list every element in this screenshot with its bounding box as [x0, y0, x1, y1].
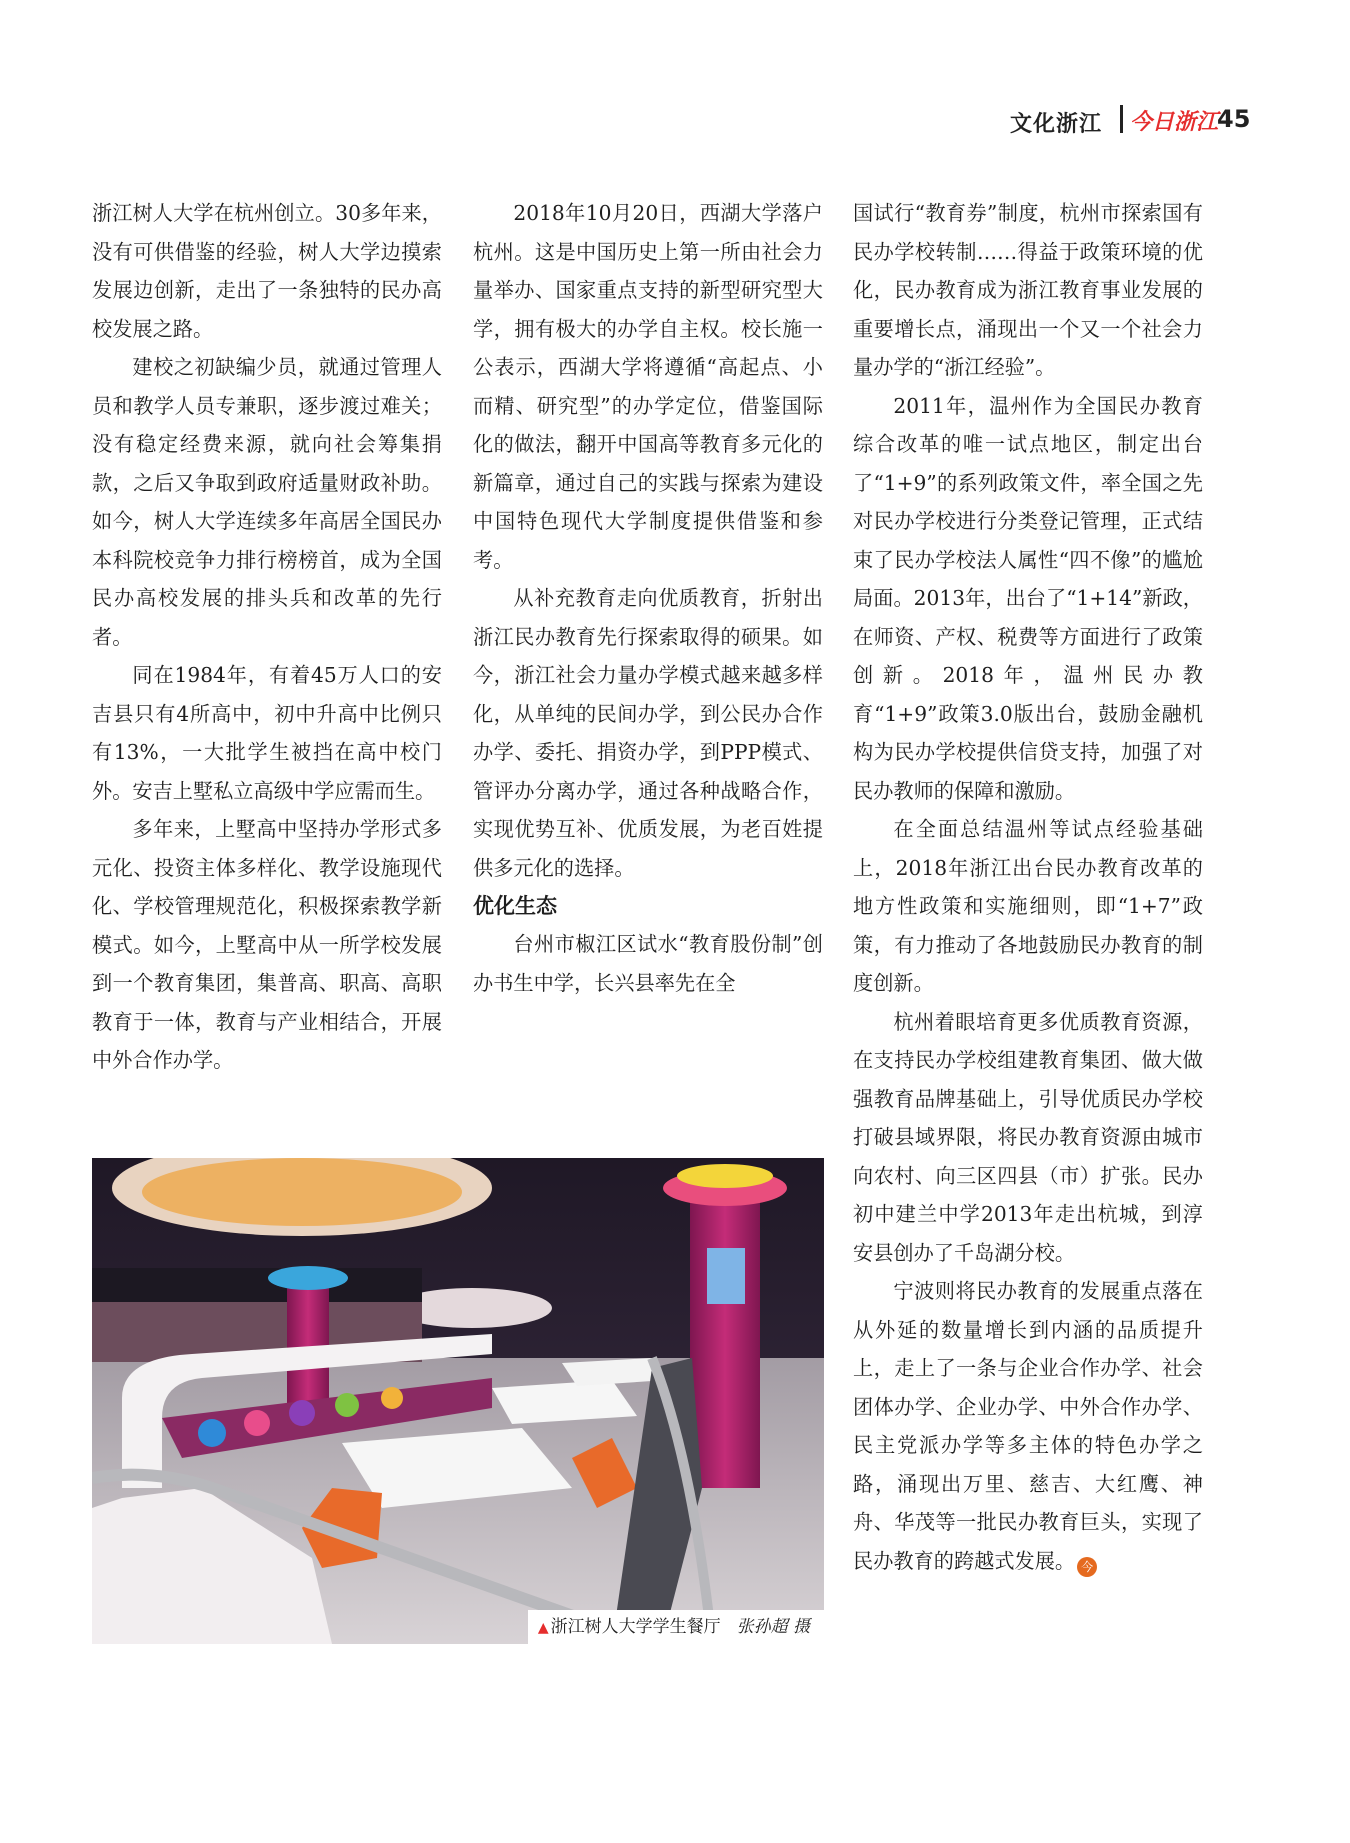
paragraph: 杭州着眼培育更多优质教育资源，在支持民办学校组建教育集团、做大做强教育品牌基础上，引导优质民办学校打破县域界限，将民办教育资源由城市向农村、向三区四县（市）扩张。民办初中建兰中学2013年走出杭城，到淳安县创办了千岛湖分校。 [853, 1009, 1203, 1265]
pillar-cap [268, 1266, 348, 1290]
paragraph: 在全面总结温州等试点经验基础上，2018年浙江出台民办教育改革的地方性政策和实施细则，即“1+7”政策，有力推动了各地鼓励民办教育的制度创新。 [853, 817, 1203, 995]
paragraph: 国试行“教育券”制度，杭州市探索国有民办学校转制……得益于政策环境的优化，民办教育成为浙江教育事业发展的重要增长点，涌现出一个又一个社会力量办学的“浙江经验”。 [853, 201, 1203, 379]
paragraph: 同在1984年，有着45万人口的安吉县只有4所高中，初中升高中比例只有13%，一大批学生被挡在高中校门外。安吉上墅私立高级中学应需而生。 [92, 663, 442, 803]
section-title: 文化浙江 [1010, 112, 1103, 137]
paragraph: 从补充教育走向优质教育，折射出浙江民办教育先行探索取得的硕果。如今，浙江社会力量办学模式越来越多样化，从单纯的民间办学，到公民办合作办学、委托、捐资办学，到PPP模式、管评办分离办学，通过各种战略合作，实现优势互补、优质发展，为老百姓提供多元化的选择。 [473, 586, 823, 880]
stool [335, 1393, 359, 1417]
section-subheading: 优化生态 [473, 894, 557, 918]
photo-credit: 张孙超 摄 [736, 1617, 810, 1637]
text-column-1 [92, 194, 442, 1080]
paragraph: 浙江树人大学在杭州创立。30多年来，没有可供借鉴的经验，树人大学边摸索发展边创新，走出了一条独特的民办高校发展之路。 [92, 201, 442, 341]
page-number: 45 [1217, 105, 1251, 133]
photo-caption [528, 1610, 824, 1644]
article-end-icon: 今 [1077, 1557, 1097, 1577]
stool [244, 1410, 270, 1436]
stool [198, 1419, 226, 1447]
ceiling-light [142, 1158, 462, 1226]
paragraph: 建校之初缺编少员，就通过管理人员和教学人员专兼职，逐步渡过难关；没有稳定经费来源，就向社会筹集捐款，之后又争取到政府适量财政补助。如今，树人大学连续多年高居全国民办本科院校竞争力排行榜榜首，成为全国民办高校发展的排头兵和改革的先行者。 [92, 355, 442, 649]
pillar-cap [677, 1164, 773, 1188]
cafeteria-photo [92, 1158, 824, 1644]
cafeteria-illustration [92, 1158, 824, 1644]
page-header [1010, 103, 1310, 139]
text-column-2 [473, 194, 823, 1002]
caption-triangle-icon: ▲ [537, 1620, 549, 1636]
stool [381, 1387, 403, 1409]
poster [707, 1248, 745, 1304]
paragraph: 多年来，上墅高中坚持办学形式多元化、投资主体多样化、教学设施现代化、学校管理规范化，积极探索教学新模式。如今，上墅高中从一所学校发展到一个教育集团，集普高、职高、高职教育于一体，教育与产业相结合，开展中外合作办学。 [92, 817, 442, 1072]
paragraph-text: 宁波则将民办教育的发展重点落在从外延的数量增长到内涵的品质提升上，走上了一条与企业合作办学、社会团体办学、企业办学、中外合作办学、民主党派办学等多主体的特色办学之路，涌现出万里、慈吉、大红鹰、神舟、华茂等一批民办教育巨头，实现了民办教育的跨越式发展。 [853, 1279, 1203, 1573]
magazine-logo: 今日浙江 [1130, 110, 1219, 135]
paragraph: 2011年，温州作为全国民办教育综合改革的唯一试点地区，制定出台了“1+9”的系列政策文件，率全国之先对民办学校进行分类登记管理，正式结束了民办学校法人属性“四不像”的尴尬局面。2013年，出台了“1+14”新政，在师资、产权、税费等方面进行了政策创新。2018年，温州民办教育“1+9”政策3.0版出台，鼓励金融机构为民办学校提供信贷支持，加强了对民办教师的保障和激励。 [853, 393, 1203, 803]
paragraph: 2018年10月20日，西湖大学落户杭州。这是中国历史上第一所由社会力量举办、国家重点支持的新型研究型大学，拥有极大的办学自主权。校长施一公表示，西湖大学将遵循“高起点、小而精、研究型”的办学定位，借鉴国际化的做法，翻开中国高等教育多元化的新篇章，通过自己的实践与探索为建设中国特色现代大学制度提供借鉴和参考。 [473, 201, 823, 572]
caption-text: 浙江树人大学学生餐厅 [550, 1617, 721, 1637]
text-column-3 [853, 194, 1203, 1580]
paragraph: 台州市椒江区试水“教育股份制”创办书生中学，长兴县率先在全 [473, 932, 823, 995]
counter-sign [92, 1268, 422, 1302]
header-divider [1120, 105, 1123, 133]
stool [289, 1400, 315, 1426]
pillar [690, 1188, 760, 1488]
paragraph [853, 1272, 1203, 1580]
